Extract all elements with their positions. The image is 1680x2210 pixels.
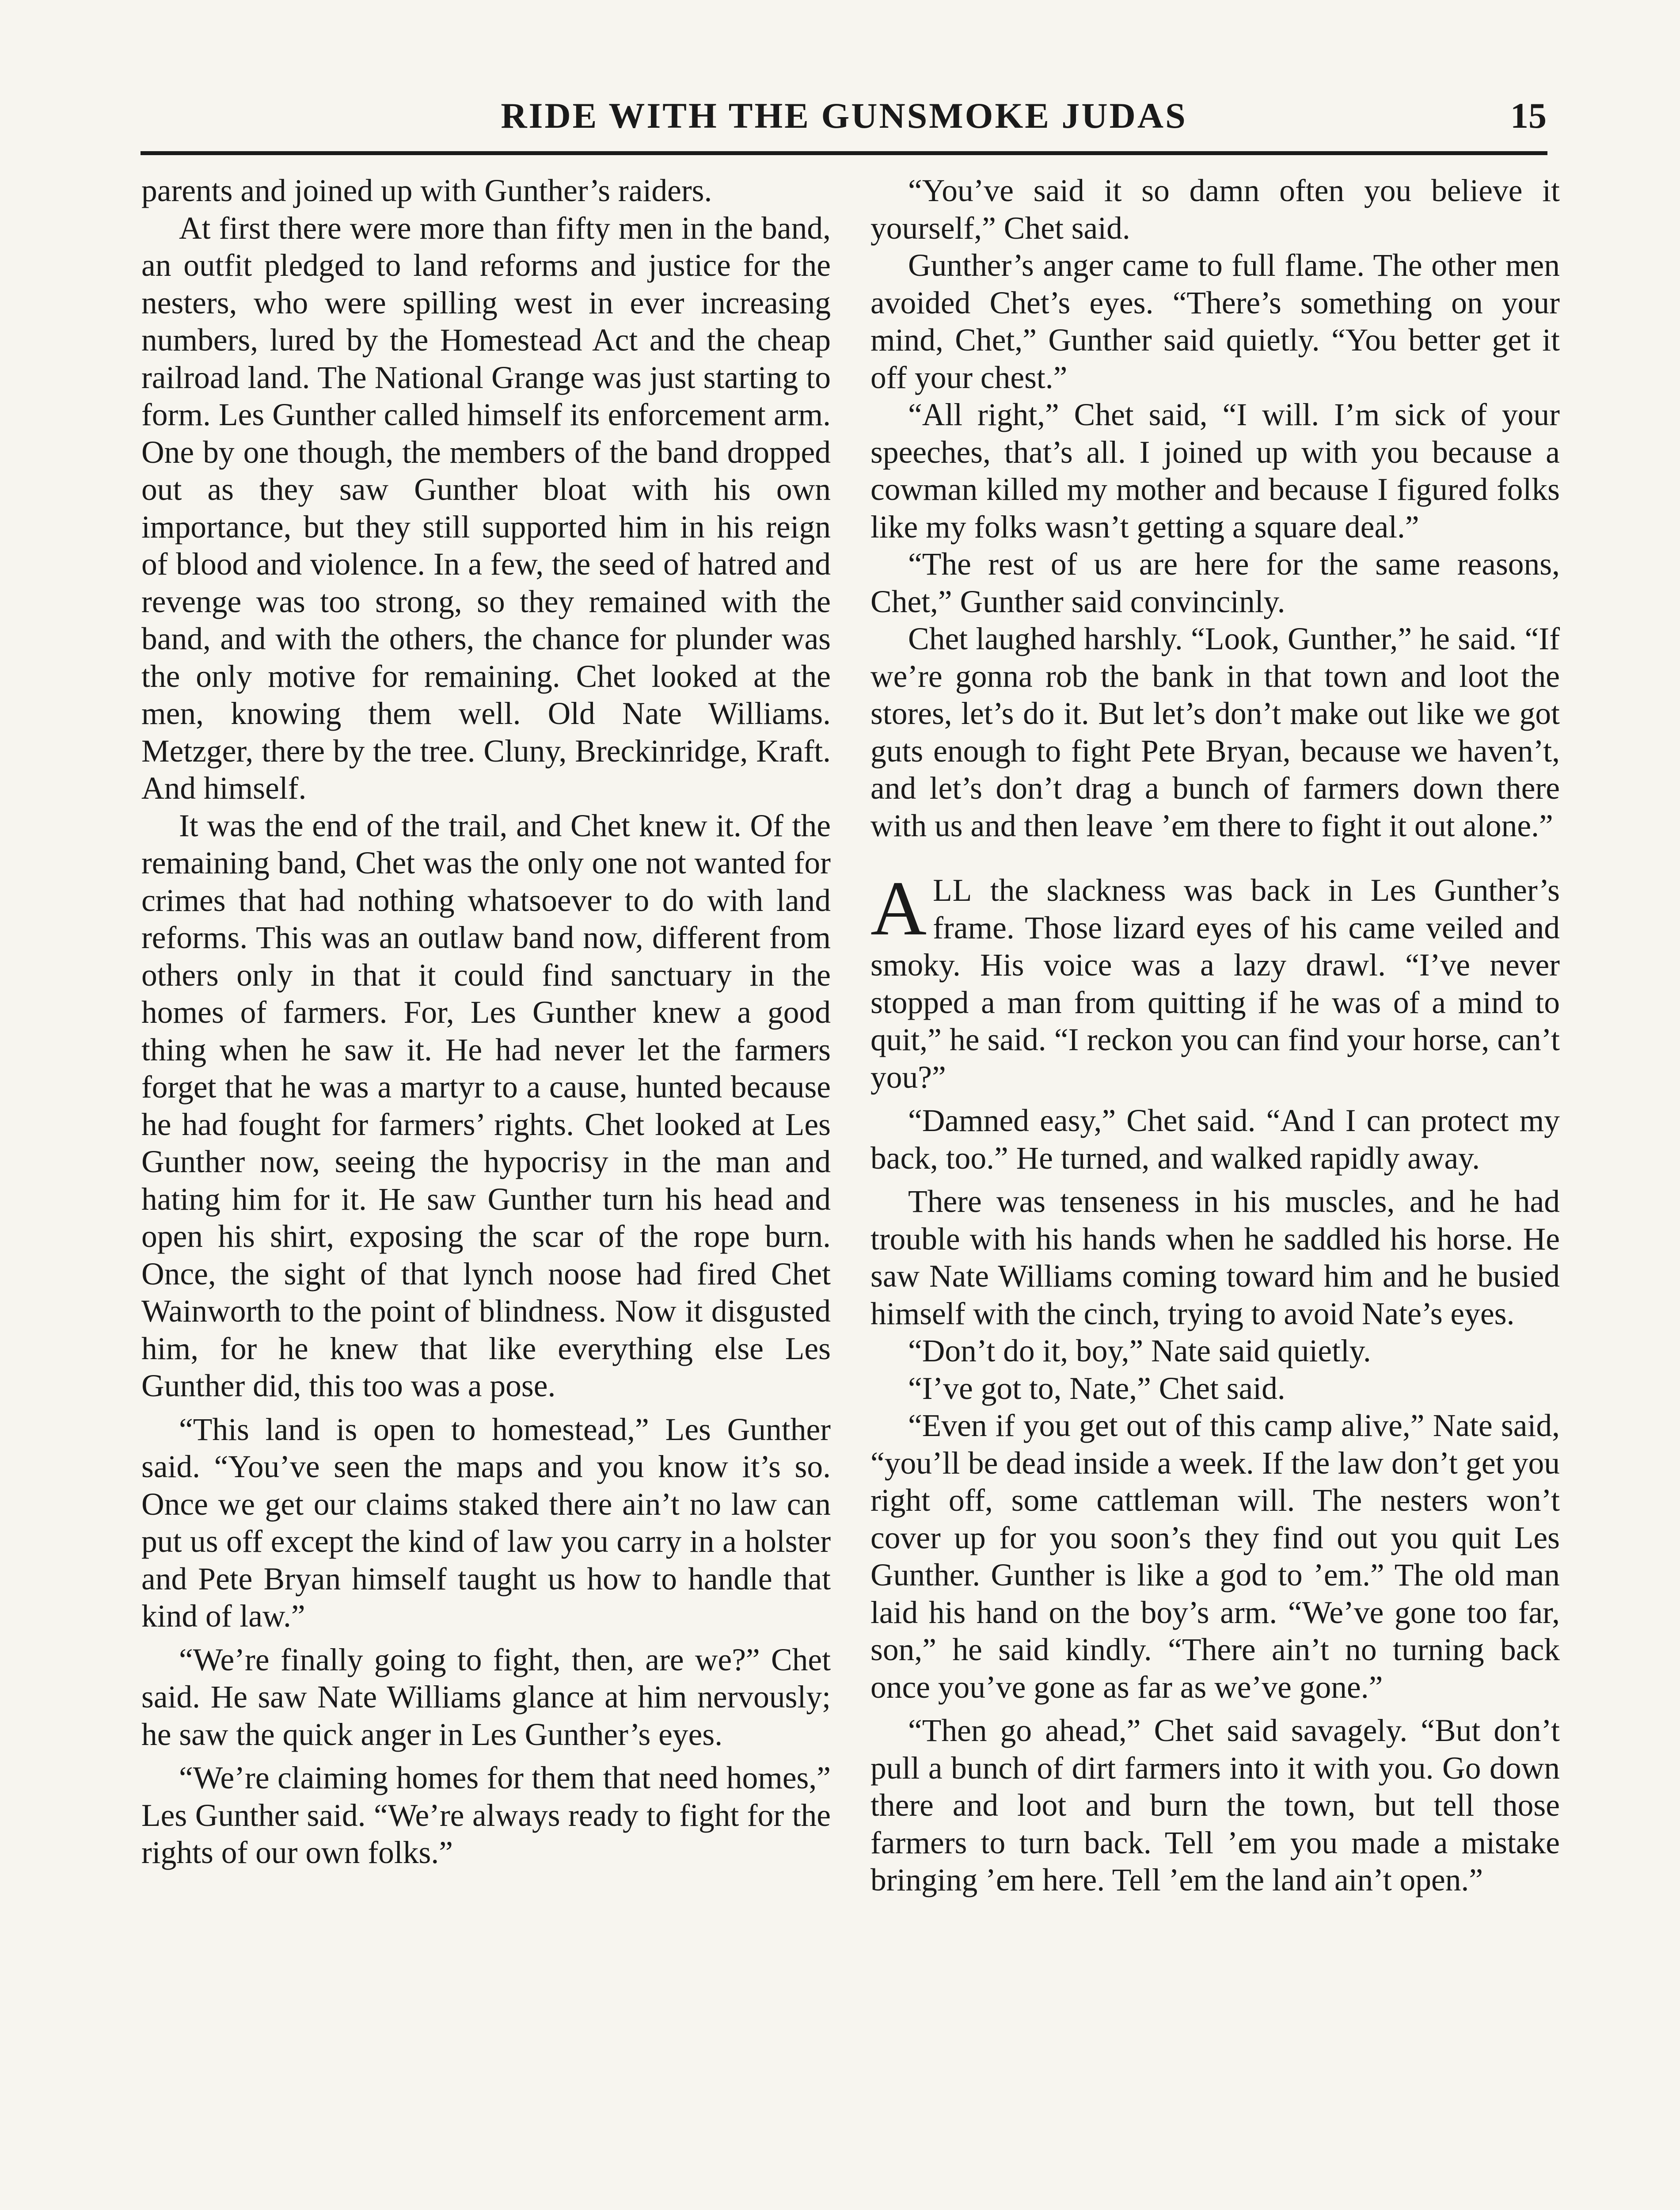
- left-column: [141, 172, 831, 1872]
- paragraph: “Then go ahead,” Chet said savagely. “But don’t pull a bunch of dirt farmers into it with you. Go down there and loot and burn the town, but tell those farmers to turn back. Tell ’em you made a mistake bringing ’em here. Tell ’em the land ain’t open.”: [870, 1713, 1560, 1898]
- paragraph: “Don’t do it, boy,” Nate said quietly.: [908, 1334, 1371, 1368]
- paragraph: “I’ve got to, Nate,” Chet said.: [908, 1371, 1285, 1406]
- page-number: 15: [1510, 95, 1547, 136]
- paragraph: “The rest of us are here for the same reasons, Chet,” Gunther said convincinly.: [870, 547, 1560, 619]
- paragraph: It was the end of the trail, and Chet knew it. Of the remaining band, Chet was the only one not wanted for crimes that had nothing whatsoever to do with land reforms. This was an outlaw band now, different from others only in that it could find sanctuary in the homes of farmers. For, Les Gunther knew a good thing when he saw it. He had never let the farmers forget that he was a martyr to a cause, hunted because he had fought for farmers’ rights. Chet looked at Les Gunther now, seeing the hypocrisy in the man and hating him for it. He saw Gunther turn his head and open his shirt, exposing the scar of the rope burn. Once, the sight of that lynch noose had fired Chet Wainworth to the point of blindness. Now it disgusted him, for he knew that like everything else Les Gunther did, this too was a pose.: [141, 808, 831, 1403]
- paragraph: “You’ve said it so damn often you believe it yourself,” Chet said.: [870, 173, 1560, 246]
- lead-in: LL: [933, 873, 973, 908]
- paragraph: parents and joined up with Gunther’s raiders.: [141, 173, 712, 208]
- paragraph: At first there were more than fifty men in the band, an outfit pledged to land reforms and justice for the nesters, who were spilling west in ever increasing numbers, lured by the Homestead Act and the cheap railroad land. The National Grange was just starting to form. Les Gunther called himself its enforcement arm. One by one though, the members of the band dropped out as they saw Gunther bloat with his own importance, but they still supported him in his reign of blood and violence. In a few, the seed of hatred and revenge was too strong, so they remained with the band, and with the others, the chance for plunder was the only motive for remaining. Chet looked at the men, knowing them well. Old Nate Williams. Metzger, there by the tree. Cluny, Breckinridge, Kraft. And himself.: [141, 210, 831, 806]
- paragraph: There was tenseness in his muscles, and he had trouble with his hands when he saddled his horse. He saw Nate Williams coming toward him and he busied himself with the cinch, trying to avoid Nate’s eyes.: [870, 1184, 1560, 1331]
- paragraph: Chet laughed harshly. “Look, Gunther,” he said. “If we’re gonna rob the bank in that town and loot the stores, let’s do it. But let’s don’t make out like we got guts enough to fight Pete Bryan, because we haven’t, and let’s don’t drag a bunch of farmers down there with us and then leave ’em there to fight it out alone.”: [870, 621, 1560, 843]
- paragraph: “We’re finally going to fight, then, are we?” Chet said. He saw Nate Williams glance at him nervously; he saw the quick anger in Les Gunther’s eyes.: [141, 1642, 831, 1752]
- section-paragraph: [870, 865, 1560, 1096]
- paragraph: “Even if you get out of this camp alive,” Nate said, “you’ll be dead inside a week. If the law don’t get you right off, some cattleman will. The nesters won’t cover up for you soon’s they find out you quit Les Gunther. Gunther is like a god to ’em.” The old man laid his hand on the boy’s arm. “We’ve gone too far, son,” he said kindly. “There ain’t no turning back once you’ve gone as far as we’ve gone.”: [870, 1408, 1560, 1705]
- paragraph: “Damned easy,” Chet said. “And I can protect my back, too.” He turned, and walked rapidly away.: [870, 1103, 1560, 1176]
- paragraph: “This land is open to homestead,” Les Gunther said. “You’ve seen the maps and you know it’s so. Once we get our claims staked there ain’t no law can put us off except the kind of law you carry in a holster and Pete Bryan himself taught us how to handle that kind of law.”: [141, 1412, 831, 1634]
- paragraph: “All right,” Chet said, “I will. I’m sick of your speeches, that’s all. I joined up with you because a cowman killed my mother and because I figured folks like my folks wasn’t getting a square deal.”: [870, 397, 1560, 545]
- section-text: the slackness was back in Les Gunther’s frame. Those lizard eyes of his came veiled and smoky. His voice was a lazy drawl. “I’ve never stopped a man from quitting if he was of a mind to quit,” he said. “I reckon you can find your horse, can’t you?”: [870, 873, 1560, 1095]
- running-header: [141, 95, 1547, 155]
- right-column: [870, 172, 1560, 1899]
- drop-cap: A: [870, 865, 927, 952]
- text-columns: [141, 172, 1560, 2210]
- paragraph: “We’re claiming homes for them that need homes,” Les Gunther said. “We’re always ready to fight for the rights of our own folks.”: [141, 1760, 831, 1870]
- paragraph: Gunther’s anger came to full flame. The other men avoided Chet’s eyes. “There’s something on your mind, Chet,” Gunther said quietly. “You better get it off your chest.”: [870, 248, 1560, 395]
- header-rule: [141, 151, 1547, 155]
- running-title: RIDE WITH THE GUNSMOKE JUDAS: [501, 95, 1187, 136]
